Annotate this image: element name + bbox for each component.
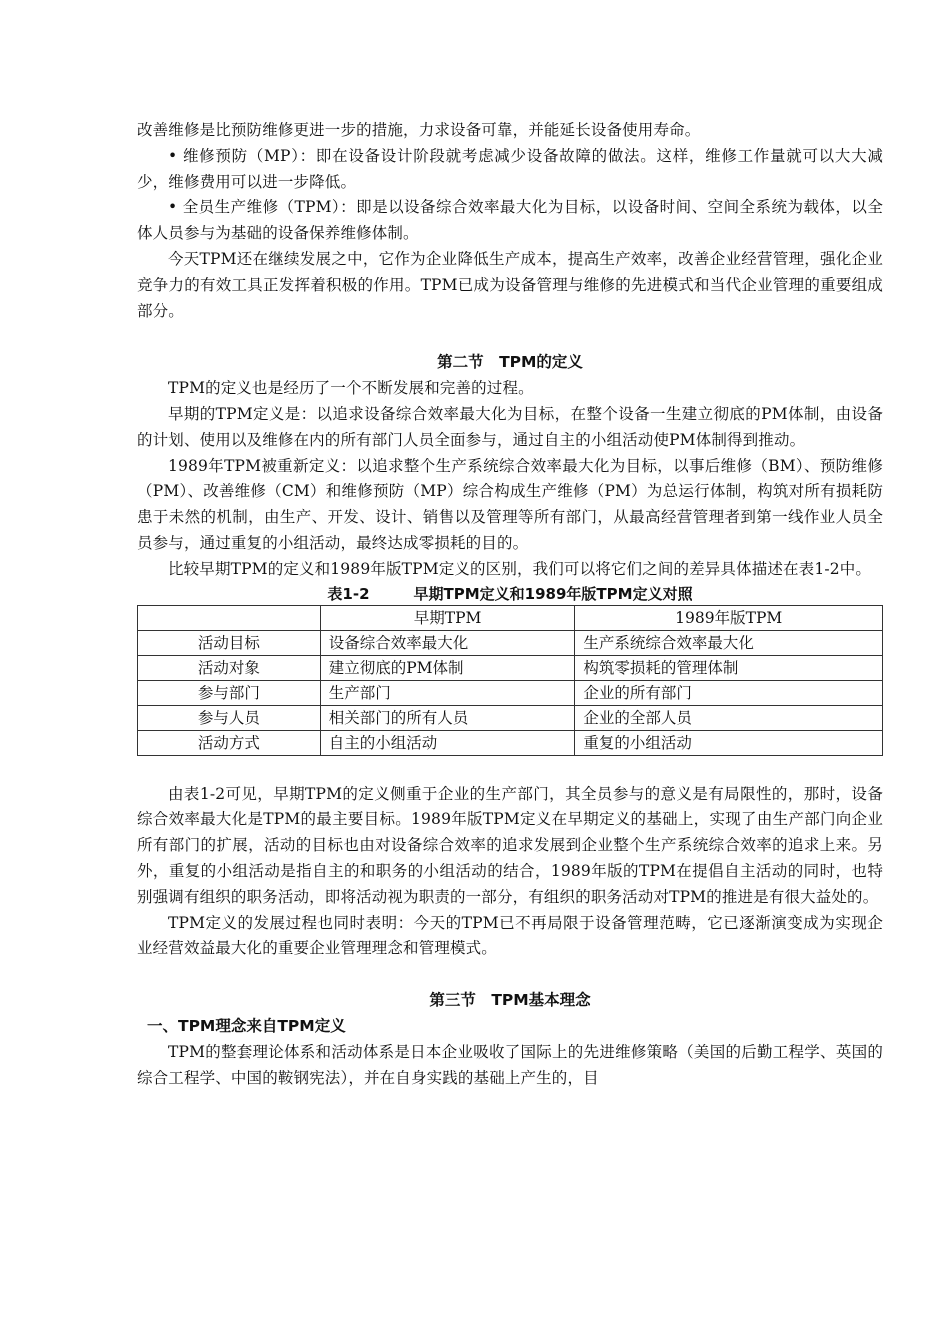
table-cell: 重复的小组活动 bbox=[575, 730, 883, 755]
table-cell: 相关部门的所有人员 bbox=[320, 705, 575, 730]
table-cell: 自主的小组活动 bbox=[320, 730, 575, 755]
bullet-tpm: • 全员生产维修（TPM）：即是以设备综合效率最大化为目标，以设备时间、空间全系统为载体，以全体人员参与为基础的设备保养维修体制。 bbox=[137, 198, 883, 243]
table-row-label: 活动对象 bbox=[138, 655, 321, 680]
table-cell: 构筑零损耗的管理体制 bbox=[575, 655, 883, 680]
table-header-cell: 早期TPM bbox=[320, 605, 575, 630]
table-header-cell: 1989年版TPM bbox=[575, 605, 883, 630]
subsection-1-title: 一、TPM理念来自TPM定义 bbox=[147, 1016, 346, 1035]
paragraph-s2-3: 1989年TPM被重新定义：以追求整个生产系统综合效率最大化为目标，以事后维修（BM）、预防维修（PM）、改善维修（CM）和维修预防（MP）综合构成生产维修（PM）为总运行体制，构筑对所有损耗防患于未然的机制，由生产、开发、设计、销售以及管理等所有部门，从最高经营管理者到第一线作业人员全员参与，通过重复的小组活动，最终达成零损耗的目的。 bbox=[137, 456, 883, 552]
table-header-row bbox=[138, 605, 883, 630]
table-cell: 企业的全部人员 bbox=[575, 705, 883, 730]
table-row-label: 参与人员 bbox=[138, 705, 321, 730]
paragraph-tpm-today: 今天TPM还在继续发展之中，它作为企业降低生产成本，提高生产效率，改善企业经营管理，强化企业竞争力的有效工具正发挥着积极的作用。TPM已成为设备管理与维修的先进模式和当代企业管理的重要组成部分。 bbox=[137, 249, 883, 320]
table-caption-title: 早期TPM定义和1989年版TPM定义对照 bbox=[413, 584, 693, 603]
table-caption bbox=[137, 583, 883, 605]
paragraph-s2-2: 早期的TPM定义是：以追求设备综合效率最大化为目标，在整个设备一生建立彻底的PM体制，由设备的计划、使用以及维修在内的所有部门人员全面参与，通过自主的小组活动使PM体制得到推动。 bbox=[137, 404, 883, 449]
table-cell: 企业的所有部门 bbox=[575, 680, 883, 705]
table-row bbox=[138, 705, 883, 730]
paragraph-s2-6: TPM定义的发展过程也同时表明：今天的TPM已不再局限于设备管理范畴，它已逐渐演变成为实现企业经营效益最大化的重要企业管理理念和管理模式。 bbox=[137, 913, 883, 958]
table-header-cell bbox=[138, 605, 321, 630]
section-3-title: 第三节 TPM基本理念 bbox=[429, 991, 591, 1010]
paragraph-cm-intro: 改善维修是比预防维修更进一步的措施，力求设备可靠，并能延长设备使用寿命。 bbox=[137, 121, 701, 139]
section-2-title: 第二节 TPM的定义 bbox=[437, 353, 583, 372]
table-row bbox=[138, 655, 883, 680]
bullet-mp: • 维修预防（MP）：即在设备设计阶段就考虑减少设备故障的做法。这样，维修工作量就可以大大减少，维修费用可以进一步降低。 bbox=[137, 146, 883, 191]
paragraph-s3-1: TPM的整套理论体系和活动体系是日本企业吸收了国际上的先进维修策略（美国的后勤工程学、英国的综合工程学、中国的鞍钢宪法），并在自身实践的基础上产生的，目 bbox=[137, 1042, 883, 1087]
table-row bbox=[138, 630, 883, 655]
table-row bbox=[138, 680, 883, 705]
document-page bbox=[137, 118, 883, 1091]
paragraph-s2-5: 由表1-2可见，早期TPM的定义侧重于企业的生产部门，其全员参与的意义是有局限性的，那时，设备综合效率最大化是TPM的最主要目标。1989年版TPM定义在早期定义的基础上，实现了由生产部门向企业所有部门的扩展，活动的目标也由对设备综合效率的追求发展到企业整个生产系统综合效率的追求上来。另外，重复的小组活动是指自主的和职务的小组活动的结合，1989年版的TPM在提倡自主活动的同时，也特别强调有组织的职务活动，即将活动视为职责的一部分，有组织的职务活动对TPM的推进是有很大益处的。 bbox=[137, 784, 883, 906]
table-row bbox=[138, 730, 883, 755]
table-cell: 生产系统综合效率最大化 bbox=[575, 630, 883, 655]
spacer bbox=[137, 962, 883, 988]
comparison-table bbox=[137, 605, 883, 756]
table-row-label: 参与部门 bbox=[138, 680, 321, 705]
table-row-label: 活动方式 bbox=[138, 730, 321, 755]
spacer bbox=[137, 756, 883, 782]
table-row-label: 活动目标 bbox=[138, 630, 321, 655]
paragraph-s2-1: TPM的定义也是经历了一个不断发展和完善的过程。 bbox=[168, 379, 534, 398]
table-cell: 建立彻底的PM体制 bbox=[320, 655, 575, 680]
paragraph-s2-4: 比较早期TPM的定义和1989年版TPM定义的区别，我们可以将它们之间的差异具体描述在表1-2中。 bbox=[168, 559, 872, 578]
table-cell: 设备综合效率最大化 bbox=[320, 630, 575, 655]
spacer bbox=[137, 324, 883, 350]
table-cell: 生产部门 bbox=[320, 680, 575, 705]
table-caption-number: 表1-2 bbox=[327, 584, 370, 603]
